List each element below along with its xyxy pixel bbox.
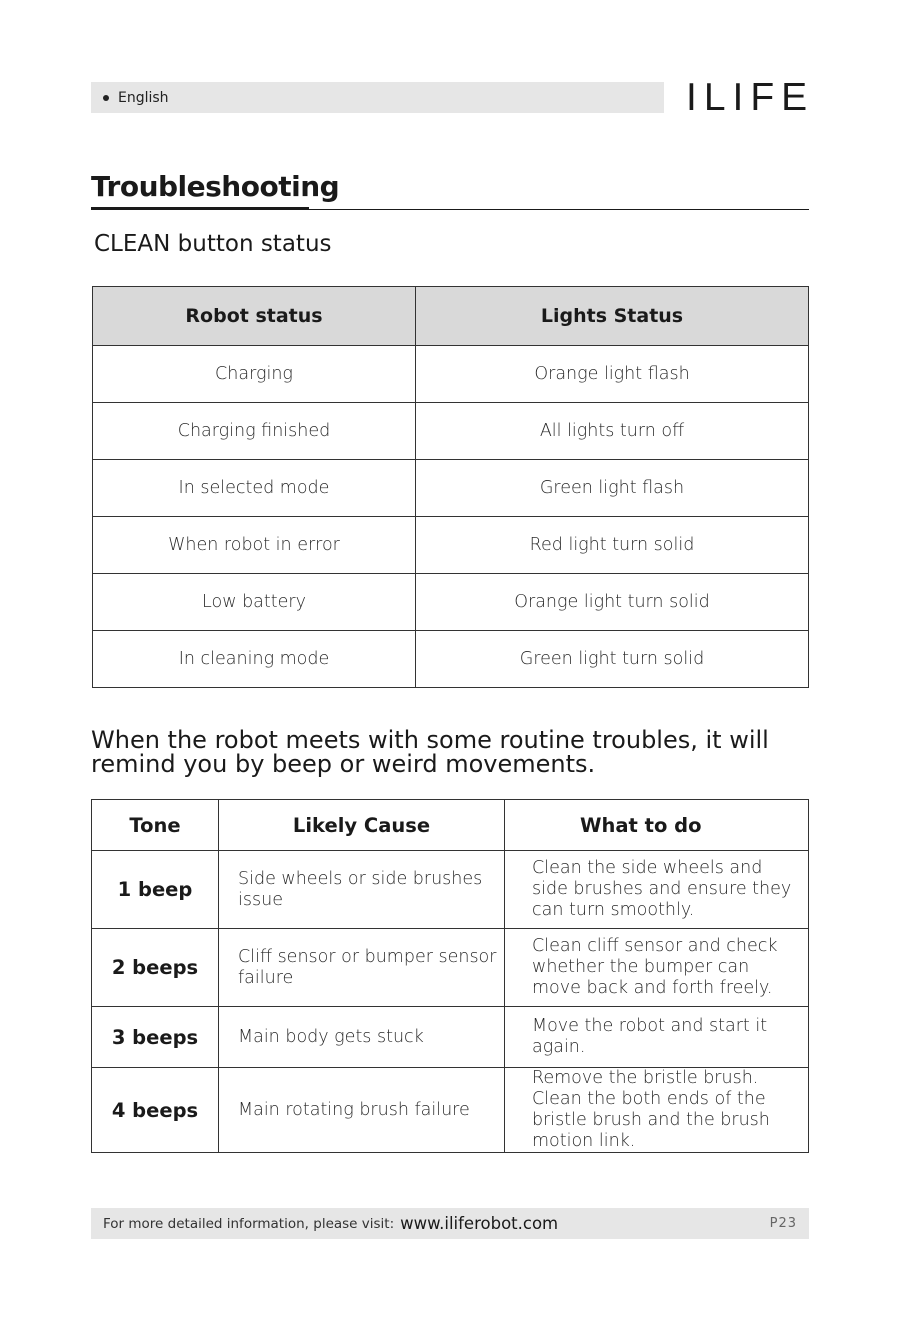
beep-tone-table: [91, 799, 809, 1153]
footer-bar: [91, 1208, 809, 1239]
cause-cell: Cliff sensor or bumper sensor failure: [219, 929, 505, 1007]
column-header-robot-status: Robot status: [93, 287, 416, 346]
clean-button-status-table: [92, 286, 809, 688]
page-number: P23: [769, 1216, 797, 1231]
title-divider: [91, 209, 809, 210]
table-row: [92, 1068, 809, 1153]
column-header-tone: Tone: [92, 800, 219, 851]
lights-status-cell: Orange light turn solid: [416, 574, 809, 631]
robot-status-cell: Low battery: [93, 574, 416, 631]
table-row: [93, 574, 809, 631]
action-cell: Move the robot and start it again.: [505, 1007, 809, 1068]
cause-cell: Main rotating brush failure: [219, 1068, 505, 1153]
table-row: [93, 517, 809, 574]
brand-logo: ILIFE: [686, 76, 815, 119]
page-title: Troubleshooting: [91, 170, 340, 203]
table-row: [92, 1007, 809, 1068]
tone-cell: 2 beeps: [92, 929, 219, 1007]
action-cell: Clean the side wheels and side brushes and ensure they can turn smoothly.: [505, 851, 809, 929]
language-label: English: [118, 89, 169, 106]
lights-status-cell: Red light turn solid: [416, 517, 809, 574]
action-cell: Remove the bristle brush. Clean the both ends of the bristle brush and the brush motion link.: [505, 1068, 809, 1153]
lights-status-cell: All lights turn off: [416, 403, 809, 460]
language-bar: [91, 82, 664, 113]
column-header-likely-cause: Likely Cause: [219, 800, 505, 851]
section-subtitle: CLEAN button status: [94, 231, 332, 257]
column-header-what-to-do: What to do: [505, 800, 809, 851]
robot-status-cell: In cleaning mode: [93, 631, 416, 688]
cause-cell: Side wheels or side brushes issue: [219, 851, 505, 929]
tone-cell: 3 beeps: [92, 1007, 219, 1068]
table-header-row: [93, 287, 809, 346]
tone-cell: 4 beeps: [92, 1068, 219, 1153]
intro-paragraph: When the robot meets with some routine troubles, it will remind you by beep or weird movements.: [91, 726, 769, 778]
table-row: [93, 631, 809, 688]
footer-text: For more detailed information, please visit:: [103, 1215, 395, 1232]
cause-cell: Main body gets stuck: [219, 1007, 505, 1068]
lights-status-cell: Green light flash: [416, 460, 809, 517]
bullet-icon: [103, 95, 109, 101]
website-link[interactable]: www.iliferobot.com: [400, 1214, 559, 1233]
robot-status-cell: In selected mode: [93, 460, 416, 517]
table-row: [93, 346, 809, 403]
table-row: [93, 403, 809, 460]
robot-status-cell: Charging: [93, 346, 416, 403]
robot-status-cell: When robot in error: [93, 517, 416, 574]
tone-cell: 1 beep: [92, 851, 219, 929]
table-header-row: [92, 800, 809, 851]
table-row: [93, 460, 809, 517]
action-cell: Clean cliff sensor and check whether the bumper can move back and forth freely.: [505, 929, 809, 1007]
robot-status-cell: Charging finished: [93, 403, 416, 460]
table-row: [92, 929, 809, 1007]
lights-status-cell: Orange light flash: [416, 346, 809, 403]
table-row: [92, 851, 809, 929]
column-header-lights-status: Lights Status: [416, 287, 809, 346]
lights-status-cell: Green light turn solid: [416, 631, 809, 688]
